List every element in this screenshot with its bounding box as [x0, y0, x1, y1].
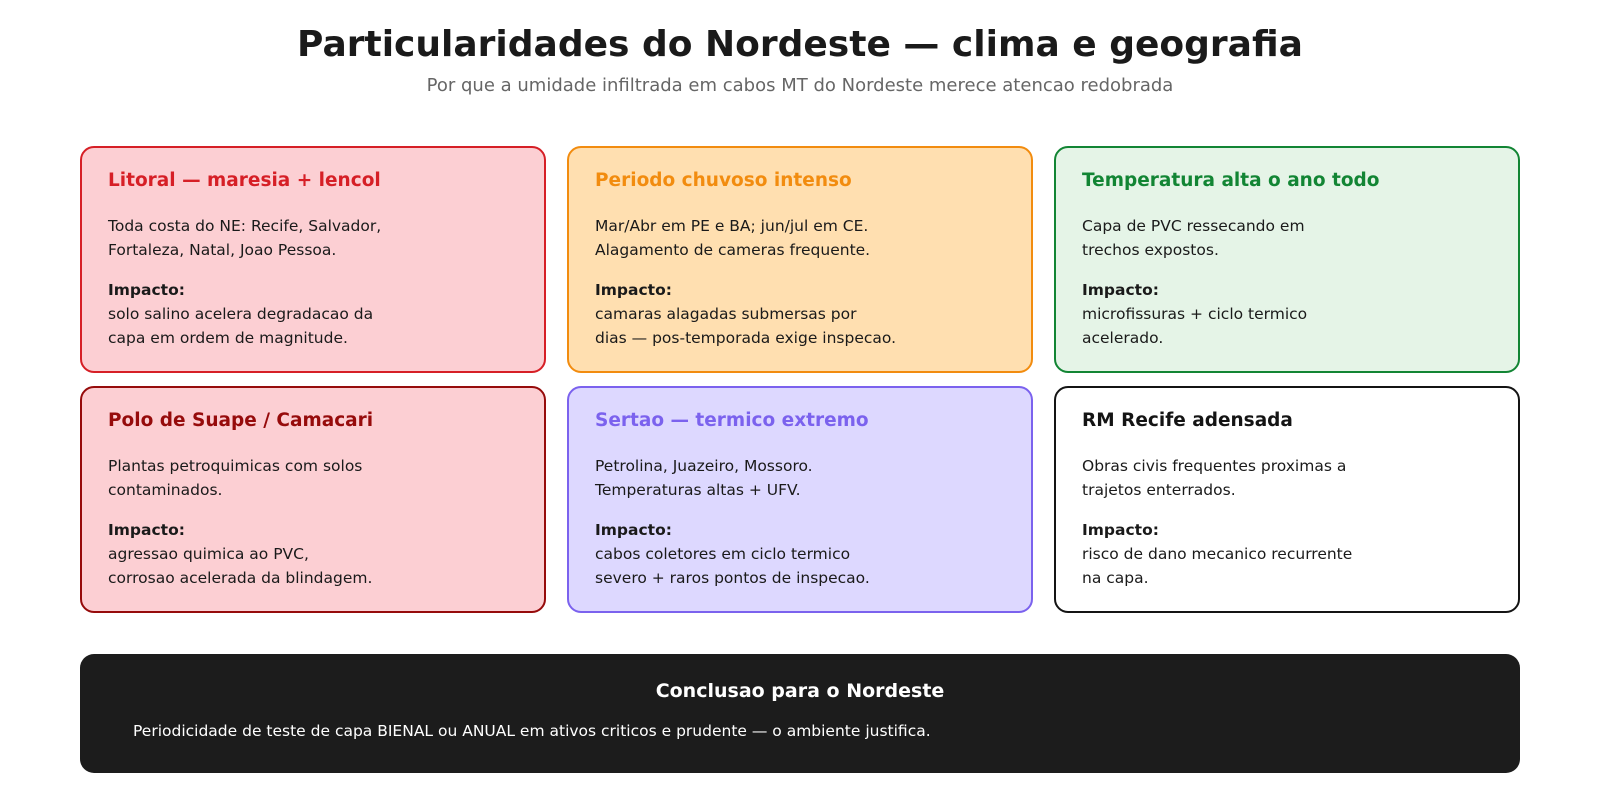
conclusion-panel — [80, 654, 1520, 773]
card-title: Periodo chuvoso intenso — [595, 170, 852, 191]
card-description: Obras civis frequentes proximas a trajetos enterrados. — [1082, 457, 1347, 499]
card-impact-label: Impacto: — [1082, 521, 1159, 539]
card-impact-text: microfissuras + ciclo termico acelerado. — [1082, 305, 1308, 347]
card-description: Petrolina, Juazeiro, Mossoro. Temperaturas altas + UFV. — [595, 457, 813, 499]
card-litoral — [80, 146, 546, 373]
conclusion-text: Periodicidade de teste de capa BIENAL ou ANUAL em ativos criticos e prudente — o ambiente justifica. — [133, 722, 931, 740]
card-title: Sertao — termico extremo — [595, 410, 869, 431]
page-title: Particularidades do Nordeste — clima e geografia — [297, 24, 1303, 65]
card-impact-text: agressao quimica ao PVC, corrosao acelerada da blindagem. — [108, 545, 373, 587]
card-impact-text: camaras alagadas submersas por dias — pos-temporada exige inspecao. — [595, 305, 897, 347]
cards-grid — [80, 146, 1520, 613]
card-impact-label: Impacto: — [108, 281, 185, 299]
card-impact-label: Impacto: — [595, 521, 672, 539]
card-polo-suape — [80, 386, 546, 613]
conclusion-title: Conclusao para o Nordeste — [655, 680, 945, 702]
card-rm-recife — [1054, 386, 1520, 613]
card-title: RM Recife adensada — [1082, 410, 1293, 431]
card-impact-label: Impacto: — [108, 521, 185, 539]
card-impact-label: Impacto: — [595, 281, 672, 299]
card-impact-text: solo salino acelera degradacao da capa em ordem de magnitude. — [108, 305, 374, 347]
card-title: Polo de Suape / Camacari — [108, 410, 374, 431]
card-description: Toda costa do NE: Recife, Salvador, Fortaleza, Natal, Joao Pessoa. — [108, 217, 382, 259]
card-impact-label: Impacto: — [1082, 281, 1159, 299]
card-title: Temperatura alta o ano todo — [1082, 170, 1380, 191]
card-title: Litoral — maresia + lencol — [108, 170, 381, 191]
card-sertao — [567, 386, 1033, 613]
card-impact-text: risco de dano mecanico recurrente na capa. — [1082, 545, 1353, 587]
card-impact-text: cabos coletores em ciclo termico severo + raros pontos de inspecao. — [595, 545, 870, 587]
card-description: Mar/Abr em PE e BA; jun/jul em CE. Alagamento de cameras frequente. — [595, 217, 871, 259]
card-periodo-chuvoso — [567, 146, 1033, 373]
card-description: Plantas petroquimicas com solos contaminados. — [108, 457, 363, 499]
page-subtitle: Por que a umidade infiltrada em cabos MT do Nordeste merece atencao redobrada — [426, 75, 1174, 96]
card-temperatura-alta — [1054, 146, 1520, 373]
card-description: Capa de PVC ressecando em trechos expostos. — [1082, 217, 1305, 259]
